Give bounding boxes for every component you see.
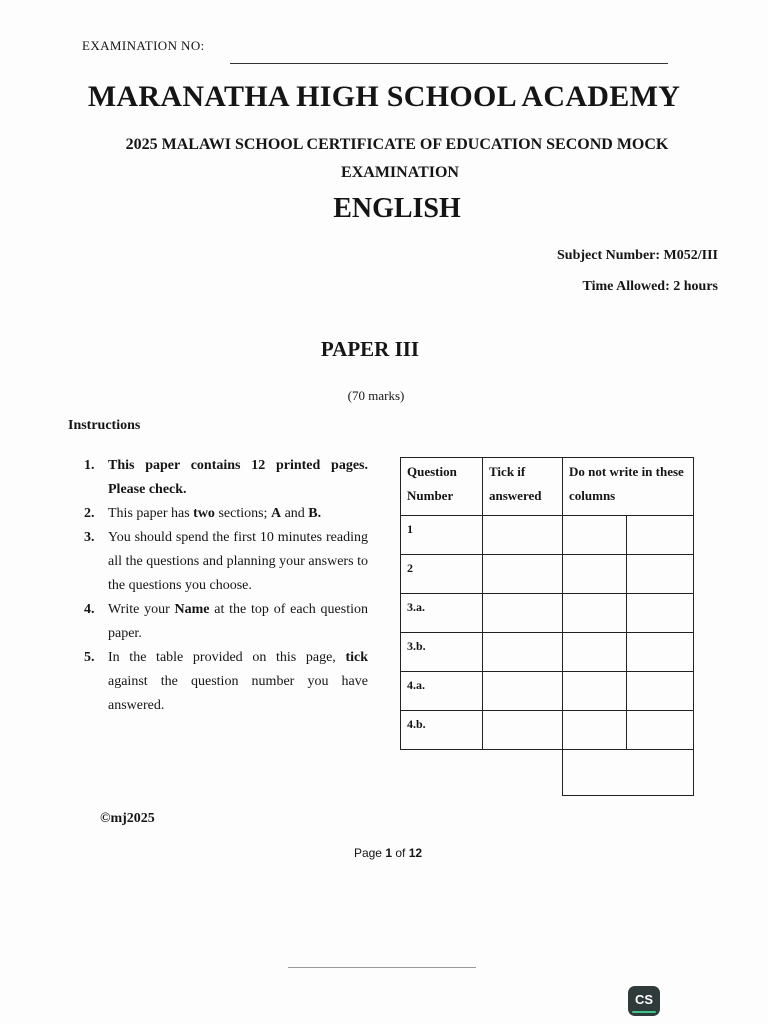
examiner-cell (563, 633, 627, 672)
tick-cell[interactable] (483, 672, 563, 711)
instruction-number: 2. (84, 506, 95, 521)
instructions-heading: Instructions (68, 418, 141, 433)
exam-number-label: EXAMINATION NO: (82, 38, 205, 53)
instruction-item (78, 526, 368, 598)
examiner-cell (627, 633, 694, 672)
exam-number-blank-line (230, 63, 668, 64)
instruction-item (78, 454, 368, 502)
examiner-cell (627, 555, 694, 594)
table-row (401, 516, 694, 555)
examiner-cell (627, 594, 694, 633)
certificate-title-line1: 2025 MALAWI SCHOOL CERTIFICATE OF EDUCATION SECOND MOCK (125, 136, 669, 153)
header-do-not-write: Do not write in these columns (563, 458, 694, 516)
examiner-total-cell (563, 750, 694, 796)
examiner-cell (563, 516, 627, 555)
table-total-row (401, 750, 694, 796)
current-page: 1 (385, 846, 392, 860)
instruction-bold: two (193, 506, 215, 521)
instruction-text: . (317, 506, 322, 521)
question-number-cell: 3.b. (401, 633, 483, 672)
instruction-text: Write your (108, 602, 175, 617)
question-number-cell: 4.b. (401, 711, 483, 750)
instruction-text: This paper contains 12 printed pages. Please check. (108, 458, 368, 497)
instruction-number: 3. (84, 530, 95, 545)
table-header-row (401, 458, 694, 516)
instruction-text: This paper has (108, 506, 194, 521)
instruction-text: You should spend the first 10 minutes reading all the questions and planning your answers to the questions you choose. (108, 530, 368, 593)
instruction-item (78, 646, 368, 718)
instruction-bold: A (270, 506, 282, 521)
instruction-bold: tick (345, 650, 368, 665)
subject-title: ENGLISH (333, 193, 461, 224)
instruction-number: 5. (84, 650, 95, 665)
camscanner-logo-icon: CS (628, 986, 660, 1016)
header-tick-if-answered: Tick if answered (483, 458, 563, 516)
instruction-bold: Name (174, 602, 210, 617)
tick-cell[interactable] (483, 516, 563, 555)
tick-cell[interactable] (483, 555, 563, 594)
examiner-cell (627, 672, 694, 711)
table-row (401, 555, 694, 594)
examiner-cell (563, 594, 627, 633)
examiner-cell (627, 516, 694, 555)
question-number-cell: 1 (401, 516, 483, 555)
instruction-bold: B (308, 506, 318, 521)
total-pages: 12 (408, 846, 423, 860)
table-row (401, 594, 694, 633)
examiner-cell (563, 555, 627, 594)
tick-cell[interactable] (483, 594, 563, 633)
table-row (401, 672, 694, 711)
examiner-cell (563, 711, 627, 750)
tick-cell[interactable] (483, 633, 563, 672)
table-row (401, 711, 694, 750)
instruction-text: In the table provided on this page, (108, 650, 346, 665)
instruction-item (78, 598, 368, 646)
certificate-title-line2: EXAMINATION (341, 164, 459, 181)
examiner-cell (563, 672, 627, 711)
total-marks: (70 marks) (347, 388, 405, 403)
instruction-item (78, 502, 368, 526)
answer-tick-table (400, 457, 694, 796)
instruction-text: at the top of each question paper. (108, 602, 368, 641)
instruction-number: 1. (84, 458, 95, 473)
header-question-number: Question Number (401, 458, 483, 516)
copyright: ©mj2025 (100, 811, 155, 826)
school-name: MARANATHA HIGH SCHOOL ACADEMY (87, 80, 681, 113)
question-number-cell: 2 (401, 555, 483, 594)
page-number: Page 1 of 12 (353, 846, 423, 860)
time-allowed: Time Allowed: 2 hours (582, 279, 718, 294)
subject-number: Subject Number: M052/III (557, 248, 718, 263)
tick-cell[interactable] (483, 711, 563, 750)
instruction-text: against the question number you have answered. (108, 674, 368, 713)
examiner-cell (627, 711, 694, 750)
instruction-text: sections; (214, 506, 271, 521)
scan-bottom-line (288, 967, 476, 968)
table-row (401, 633, 694, 672)
instruction-text: and (281, 506, 309, 521)
question-number-cell: 4.a. (401, 672, 483, 711)
paper-title: PAPER III (320, 337, 420, 361)
instructions-list (78, 454, 368, 718)
instruction-number: 4. (84, 602, 95, 617)
question-number-cell: 3.a. (401, 594, 483, 633)
